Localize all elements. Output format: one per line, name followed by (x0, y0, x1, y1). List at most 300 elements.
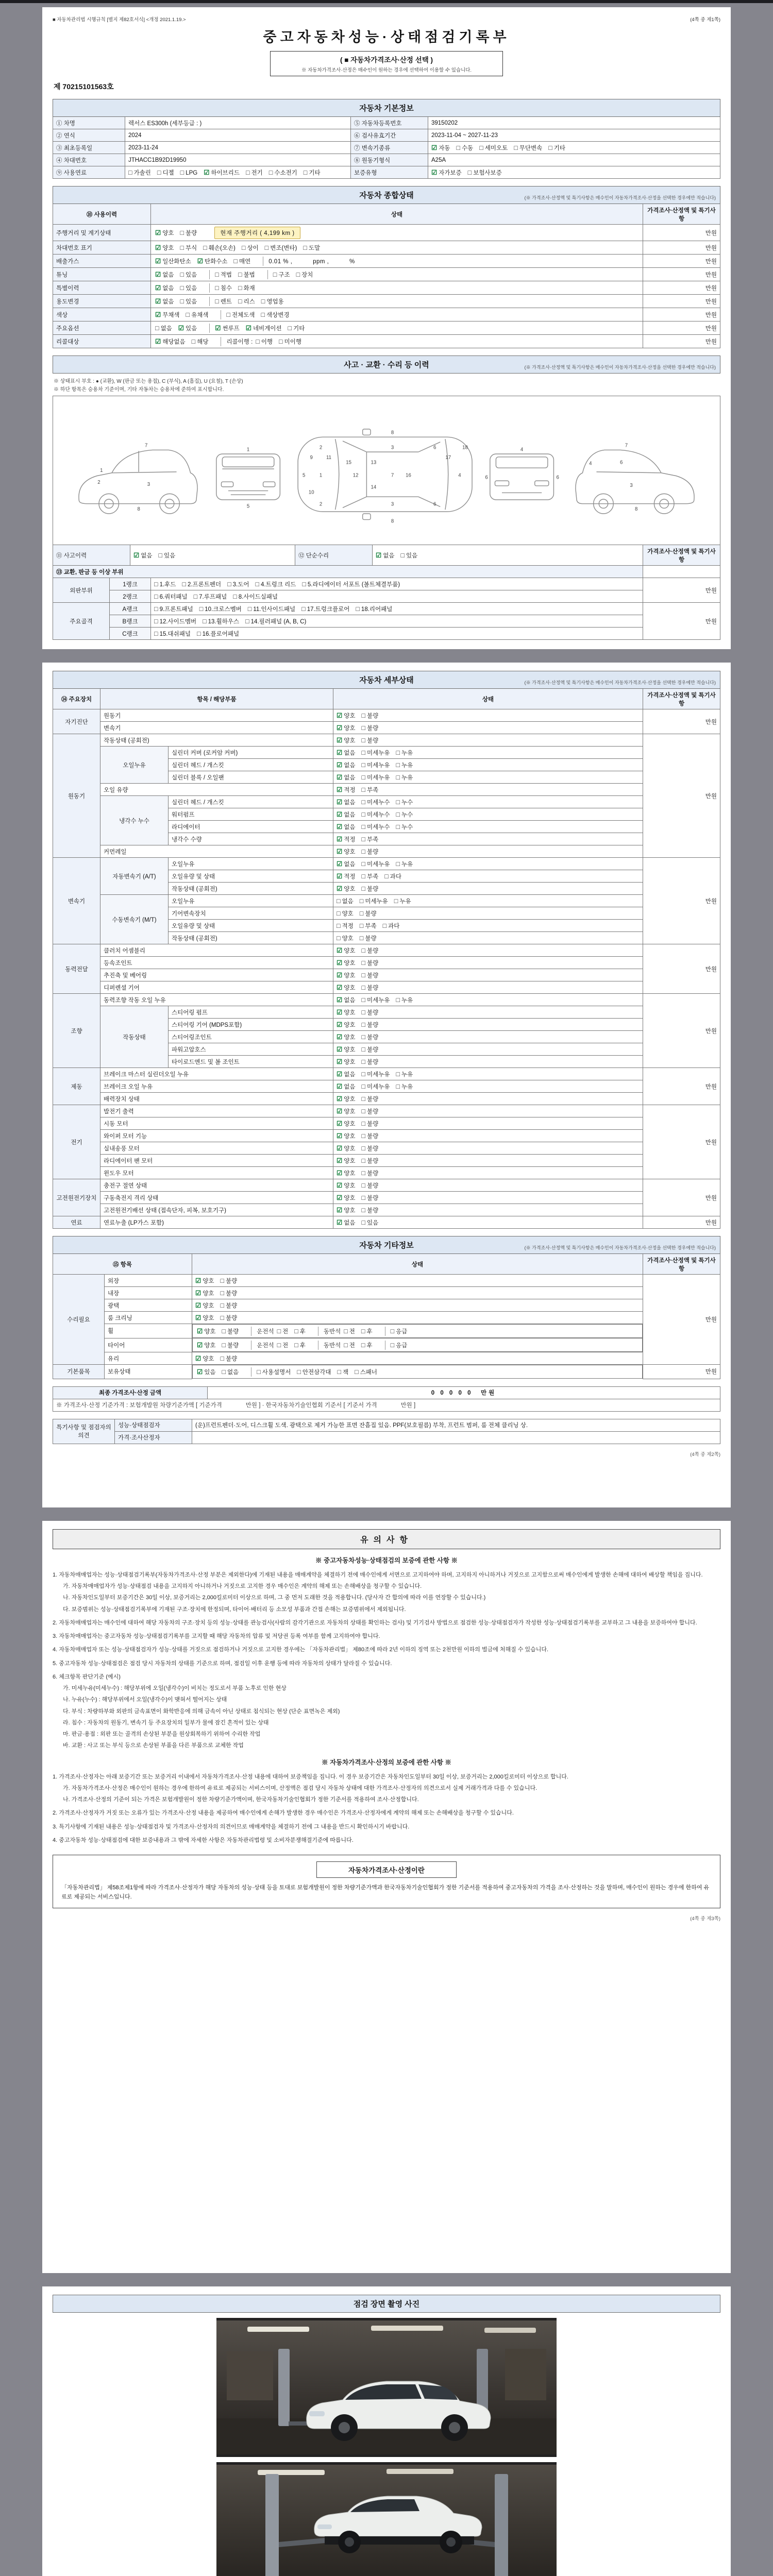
checked-box-icon: ☑ (337, 1157, 343, 1164)
device-subgroup-label: 냉각수 누수 (100, 796, 169, 845)
price-estimate: 만원 (643, 295, 720, 308)
device-state (333, 883, 643, 895)
page-marker-3: (4쪽 중 제3쪽) (690, 1916, 720, 1922)
checked-box-icon: ☑ (197, 1327, 203, 1335)
empty-box-icon: □ (361, 749, 365, 756)
state-subcell (154, 297, 209, 306)
svg-text:18: 18 (462, 445, 468, 451)
device-state (192, 1275, 643, 1287)
condition-state-cells (154, 283, 640, 293)
condition-state-cells (154, 324, 640, 333)
checkbox-option: ☑ 있음 (178, 324, 197, 332)
device-item-label: 동력조향 작동 오일 누유 (100, 994, 333, 1006)
checked-box-icon: ☑ (337, 848, 343, 855)
device-state (192, 1287, 643, 1299)
checked-box-icon: ☑ (204, 168, 210, 176)
rank-row (53, 603, 720, 615)
checked-box-icon: ☑ (337, 1194, 343, 1201)
checkbox-option: □ 도말 (303, 244, 321, 251)
section-inspection-photos-title: 점검 장면 촬영 사진 (353, 2300, 420, 2309)
svg-text:6: 6 (485, 474, 488, 481)
device-item-label: 작동상태 (공회전) (100, 734, 333, 747)
accident-status-row (53, 545, 720, 566)
section-accident-history-title: 사고 · 교환 · 수리 등 이력 (344, 361, 429, 369)
device-state (333, 858, 643, 870)
checkbox-option: □ 불법 (238, 270, 255, 278)
checkbox-option: □ 매연 (233, 257, 251, 265)
final-price-label: 최종 가격조사·산정 금액 (53, 1386, 208, 1399)
checked-box-icon: ☑ (337, 984, 343, 991)
device-row (53, 1204, 720, 1216)
device-row (53, 1179, 720, 1192)
notice-line: 4. 중고자동차 성능·상태점검에 대한 보증내용과 그 밖에 자세한 사항은 자동차관리법령 및 소비자분쟁해결기준에 따릅니다. (53, 1837, 354, 1843)
checked-box-icon: ☑ (155, 311, 161, 318)
extra-header-row (53, 1254, 720, 1275)
rankC-checkgroup (154, 630, 640, 638)
device-state (333, 1179, 643, 1192)
checked-box-icon: ☑ (155, 229, 161, 236)
state-subcell (267, 270, 326, 279)
photo-car-on-lift-low (216, 2318, 557, 2457)
rank1-parts (151, 578, 643, 590)
checkbox-option: □ 후 (294, 1341, 306, 1349)
empty-box-icon: □ (361, 860, 365, 868)
form-topline (53, 15, 720, 23)
device-row (53, 1338, 720, 1352)
checked-box-icon: ☑ (195, 1354, 201, 1362)
device-state (333, 1204, 643, 1216)
checked-box-icon: ☑ (215, 324, 221, 332)
device-state (192, 1352, 643, 1365)
checked-box-icon: ☑ (337, 885, 343, 892)
checkbox-option: □ 불량 (361, 1058, 379, 1065)
field-text: A25A (431, 157, 446, 163)
device-row (53, 957, 720, 969)
checkbox-option: ☑ 양호 (337, 1181, 356, 1189)
car-outline-views (56, 398, 717, 543)
rank-row (53, 615, 720, 628)
empty-box-icon: □ (396, 823, 400, 831)
device-row (53, 969, 720, 981)
notice-line: 6. 체크항목 판단기준 (예시) (53, 1673, 121, 1680)
device-state (333, 709, 643, 722)
checkbox-option: □ 사용설명서 (257, 1368, 291, 1376)
device-row (53, 784, 720, 796)
device-row (53, 1068, 720, 1080)
price-estimate: 만원 (643, 994, 720, 1068)
checked-box-icon: ☑ (337, 1021, 343, 1028)
notice-line: 가. 미세누유(미세누수) : 해당부위에 오일(냉각수)이 비치는 정도로서 부품 노후로 인한 현상 (63, 1685, 287, 1692)
checked-box-icon: ☑ (337, 1033, 343, 1041)
price-appraiser-label: 가격·조사산정자 (115, 1431, 192, 1444)
section-overall-condition-title: 자동차 종합상태 (359, 191, 414, 200)
checkbox-option: ☑ 양호 (337, 959, 356, 967)
checkbox-option: ☑ 양호 (337, 1033, 356, 1041)
empty-box-icon: □ (361, 1132, 365, 1140)
final-price-unit: 만원 (481, 1390, 497, 1396)
checkbox-option: ☑ 양호 (337, 711, 356, 719)
device-row (53, 1093, 720, 1105)
checkbox-option: □ 불량 (359, 909, 377, 917)
checkbox-option: ☑ 양호 (337, 848, 356, 855)
price-survey-select-box (270, 51, 503, 76)
device-row (53, 1352, 720, 1365)
overall-condition-row (53, 268, 720, 281)
checkbox-option: □ 과다 (382, 922, 400, 929)
field-value (428, 154, 720, 166)
page-4 (42, 2286, 731, 2576)
checked-box-icon: ☑ (337, 1181, 343, 1189)
overall-condition-row (53, 281, 720, 295)
checkbox-option: □ 부족 (361, 786, 379, 793)
checkbox-option: ☑ 없음 (155, 284, 174, 292)
empty-box-icon: □ (157, 168, 161, 176)
checkbox-option: □ 무단변속 (514, 144, 543, 151)
checked-box-icon: ☑ (337, 798, 343, 806)
final-price-row (53, 1386, 720, 1399)
checked-box-icon: ☑ (197, 1341, 203, 1349)
device-item-label: 내장 (105, 1287, 192, 1299)
empty-box-icon: □ (361, 823, 365, 831)
empty-box-icon: □ (180, 270, 184, 278)
checkbox-option: ☑ 없음 (376, 551, 395, 559)
detail-header-row (53, 689, 720, 709)
checkbox-option: □ 불량 (220, 1289, 238, 1297)
empty-box-icon: □ (361, 885, 365, 892)
checkbox-option: ☑ 양호 (195, 1314, 214, 1321)
checkbox-option: ☑ 양호 (337, 1008, 356, 1016)
empty-box-icon: □ (294, 1327, 298, 1335)
field-value (125, 154, 351, 166)
field-label: ② 연식 (53, 129, 125, 142)
rankC-label: C랭크 (110, 628, 151, 640)
overall-condition-table (53, 204, 720, 348)
device-item-label: 실린더 헤드 / 개스킷 (169, 796, 333, 808)
empty-box-icon: □ (288, 324, 292, 332)
condition-state (151, 255, 643, 268)
column-usage-history: ⑩ 사용이력 (53, 204, 151, 225)
empty-box-icon: □ (361, 1169, 365, 1177)
field-label: ⑨ 사용연료 (53, 166, 125, 179)
checkbox-option: □ 전 (344, 1341, 355, 1349)
page-3 (42, 1521, 731, 2273)
checkbox-option: □ 수소전기 (268, 168, 297, 176)
checkbox-option: □ 미세누유 (359, 897, 388, 905)
device-state (333, 845, 643, 858)
device-row (53, 1324, 720, 1338)
empty-box-icon: □ (361, 1070, 365, 1078)
device-state (333, 1155, 643, 1167)
empty-box-icon: □ (197, 630, 201, 637)
checked-box-icon: ☑ (337, 773, 343, 781)
empty-box-icon: □ (344, 1327, 348, 1335)
checkbox-option: □ 양호 (337, 934, 354, 942)
empty-box-icon: □ (154, 592, 158, 600)
state-subcell (251, 1367, 390, 1377)
final-price-table (53, 1386, 720, 1412)
notice-line: ※ 자동차가격조사·산정의 보증에 관한 사항 ※ (322, 1758, 451, 1766)
field-value (428, 142, 720, 154)
rankB-parts (151, 615, 643, 628)
device-state (333, 994, 643, 1006)
basic-info-row (53, 117, 720, 129)
svg-text:3: 3 (147, 481, 150, 487)
checkbox-option: □ 2.프론트펜더 (182, 580, 222, 588)
page-2 (42, 663, 731, 1507)
device-item-label: 원동기 (100, 709, 333, 722)
final-price-basis: ※ 가격조사·산정 기준가격 : 보험개발원 차량기준가액 [ 기준가격 만원 ] · 한국자동차기술인협회 기준서 [ 기준서 가격 만원 ] (53, 1399, 720, 1411)
price-estimate: 만원 (643, 281, 720, 295)
checkbox-option: □ 응급 (390, 1341, 408, 1349)
empty-box-icon: □ (361, 761, 365, 769)
accident-status-table (53, 545, 720, 566)
condition-state (151, 321, 643, 335)
section-detail-condition-note: (※ 가격조사·산정액 및 특기사항은 매수인이 자동차가격조사·산정을 선택한 경우에만 적습니다) (524, 680, 716, 685)
checked-box-icon: ☑ (337, 835, 343, 843)
checked-box-icon: ☑ (337, 996, 343, 1004)
device-subgroup-label: 작동상태 (100, 1006, 169, 1068)
empty-box-icon: □ (361, 711, 365, 719)
device-item-label: 파워고압호스 (169, 1043, 333, 1056)
checkbox-option: □ 미이행 (279, 337, 301, 345)
rank1-label: 1랭크 (110, 578, 151, 590)
device-item-label: 실린더 블록 / 오일팬 (169, 771, 333, 784)
price-estimate: 만원 (643, 308, 720, 321)
state-subcell (318, 1341, 385, 1350)
checkbox-option: □ 불량 (361, 984, 379, 991)
checkbox-option: ☑ 양호 (337, 946, 356, 954)
checkbox-option: □ 있음 (361, 1218, 379, 1226)
empty-box-icon: □ (361, 848, 365, 855)
device-row (53, 796, 720, 808)
checkbox-option: □ 영업용 (261, 297, 284, 305)
device-state (333, 1019, 643, 1031)
notice-line: 나. 자동차인도일부터 보증기간은 30일 이상, 보증거리는 2,000킬로미터 이상으로 하며, 그 중 먼저 도래한 것을 적용합니다. (당사자 간 합의에 따라 이를 연장할 수 있습니다.) (63, 1595, 486, 1601)
checkbox-option: □ 불량 (361, 1095, 379, 1103)
condition-label: 색상 (53, 308, 151, 321)
subcell-prefix: 동반석 (323, 1342, 341, 1349)
svg-text:7: 7 (144, 443, 148, 449)
checkbox-option: □ 불량 (361, 1120, 379, 1127)
empty-box-icon: □ (337, 909, 341, 917)
checkbox-option: □ 침수 (215, 284, 232, 292)
device-state (333, 957, 643, 969)
empty-box-icon: □ (261, 297, 265, 305)
checkbox-option: ☑ 자가보증 (431, 168, 462, 176)
empty-box-icon: □ (186, 311, 190, 318)
state-subcell (385, 1327, 420, 1336)
checkbox-option: □ 불량 (361, 1021, 379, 1028)
device-state (333, 969, 643, 981)
checked-box-icon: ☑ (337, 1107, 343, 1115)
checked-box-icon: ☑ (155, 244, 161, 251)
device-item-label: 스티어링조인트 (169, 1031, 333, 1043)
state-subcell (154, 270, 209, 279)
device-row (53, 1216, 720, 1229)
checkbox-option: □ 불량 (222, 1341, 239, 1349)
empty-box-icon: □ (233, 257, 238, 265)
checkbox-option: □ 불량 (361, 1194, 379, 1201)
svg-text:3: 3 (391, 445, 394, 451)
empty-box-icon: □ (479, 144, 483, 151)
device-item-label: 워터펌프 (169, 808, 333, 821)
device-item-label: 오일유량 및 상태 (169, 870, 333, 883)
checkbox-option: □ 18.리어패널 (356, 605, 393, 613)
checked-box-icon: ☑ (337, 1132, 343, 1140)
checkbox-option: □ 불량 (361, 848, 379, 855)
checkbox-option: □ 적정 (337, 922, 354, 929)
device-row (53, 1105, 720, 1117)
checkbox-option: □ 9.프론트패널 (154, 605, 193, 613)
checked-box-icon: ☑ (197, 1368, 203, 1376)
empty-box-icon: □ (277, 1327, 281, 1335)
device-group-label: 전기 (53, 1105, 100, 1179)
checkbox-option: □ 있음 (180, 270, 197, 278)
notice-line: 5. 중고자동차 성능·상태점검은 점검 당시 자동차의 상태를 기준으로 하며, 점검일 이후 운행 등에 따라 자동차의 상태가 달라질 수 있습니다. (53, 1660, 392, 1667)
overall-condition-row (53, 295, 720, 308)
checkbox-option: □ 유채색 (186, 311, 209, 318)
state-subcell (154, 310, 221, 319)
device-state (192, 1324, 643, 1338)
notice-line: 1. 가격조사·산정자는 아래 보증기간 또는 보증거리 이내에서 자동차가격조사·산정 내용에 대하여 보증책임을 집니다. 이 경우 보증기간은 자동차인도일부터 30일 이상, 보증거리는 2,000킬로미터 이상으로 합니다. (53, 1773, 568, 1780)
svg-text:3: 3 (630, 482, 633, 488)
field-value (428, 117, 720, 129)
notice-line: 4. 자동차매매업자 또는 성능·상태점검자가 성능·상태를 거짓으로 점검하거나 거짓으로 고지한 경우에는 「자동차관리법」 제80조에 따라 2년 이하의 징역 또는 2천만원 이하의 벌금에 처해질 수 있습니다. (53, 1647, 549, 1653)
detail-condition-table (53, 688, 720, 1229)
device-row (53, 1167, 720, 1179)
field-value (428, 129, 720, 142)
checkbox-option: ☑ 양호 (195, 1301, 214, 1309)
checkbox-option: □ 3.도어 (227, 580, 249, 588)
device-row (53, 722, 720, 734)
checkbox-option: ☑ 썬루프 (215, 324, 240, 332)
empty-box-icon: □ (361, 1107, 365, 1115)
checkbox-option: ☑ 적정 (337, 786, 356, 793)
checkbox-option: □ 화재 (238, 284, 255, 292)
device-item-label: 휠 (105, 1324, 192, 1338)
accident-history-checkgroup (133, 551, 292, 560)
svg-text:1: 1 (246, 447, 250, 453)
document-title: 중고자동차성능·상태점검기록부 (263, 29, 510, 45)
device-row (53, 1275, 720, 1287)
state-subcell (209, 283, 267, 293)
empty-box-icon: □ (359, 922, 364, 929)
checkbox-option: □ 있음 (158, 551, 176, 559)
condition-label: 리콜대상 (53, 335, 151, 348)
overall-condition-row (53, 225, 720, 241)
state-subcell (318, 1327, 385, 1336)
checkbox-option: □ 불량 (361, 946, 379, 954)
device-state (333, 808, 643, 821)
extra-info-body (53, 1275, 720, 1379)
device-state (333, 734, 643, 747)
section-overall-condition (53, 186, 720, 204)
device-state (333, 833, 643, 845)
device-item-label: 시동 모터 (100, 1117, 333, 1130)
checked-box-icon: ☑ (337, 786, 343, 793)
checkbox-option: ☑ 양호 (337, 1144, 356, 1152)
notice-line: 가. 자동차매매업자가 성능·상태점검 내용을 고지하지 아니하거나 거짓으로 고지한 경우 매수인은 계약의 해제 또는 손해배상을 청구할 수 있습니다. (63, 1583, 422, 1590)
inspection-photo-1 (216, 2318, 557, 2457)
empty-box-icon: □ (400, 551, 405, 559)
state-subcell (251, 1341, 318, 1350)
device-row (53, 1117, 720, 1130)
checkbox-option: ☑ 양호 (197, 1341, 216, 1349)
device-row (53, 895, 720, 907)
checked-box-icon: ☑ (337, 724, 343, 732)
checkbox-option: ☑ 양호 (197, 1327, 216, 1335)
device-row (53, 1365, 720, 1379)
device-item-label: 추진축 및 베어링 (100, 969, 333, 981)
notice-title: 유의사항 (53, 1529, 720, 1549)
overall-condition-row (53, 255, 720, 268)
empty-box-icon: □ (361, 810, 365, 818)
empty-box-icon: □ (154, 605, 158, 613)
svg-text:2: 2 (319, 501, 323, 507)
condition-state (151, 281, 643, 295)
device-item-label: 오일누유 (169, 895, 333, 907)
checkbox-option: ☑ 양호 (337, 1058, 356, 1065)
price-estimate: 만원 (643, 335, 720, 348)
section-extra-info (53, 1236, 720, 1254)
checked-box-icon: ☑ (337, 1206, 343, 1214)
checked-box-icon: ☑ (337, 1008, 343, 1016)
field-value (125, 129, 351, 142)
checkbox-option: ☑ 없음 (337, 1082, 356, 1090)
device-item-label: 배력장치 상태 (100, 1093, 333, 1105)
checked-box-icon: ☑ (155, 257, 161, 265)
device-row (53, 1006, 720, 1019)
exchange-label: ⑬ 교환, 판금 등 이상 부위 (53, 566, 643, 578)
state-subcell (154, 243, 332, 252)
empty-box-icon: □ (361, 798, 365, 806)
checkbox-option: □ 불량 (361, 1045, 379, 1053)
empty-box-icon: □ (220, 1289, 225, 1297)
checkbox-option: ☑ 양호 (155, 244, 174, 251)
checkbox-option: □ 상이 (241, 244, 259, 251)
checked-box-icon: ☑ (337, 810, 343, 818)
field-text: JTHACC1B92D19950 (128, 157, 187, 163)
checkbox-option: ☑ 양호 (195, 1277, 214, 1284)
empty-box-icon: □ (180, 229, 184, 236)
condition-label: 특별이력 (53, 281, 151, 295)
condition-state-cells (154, 310, 640, 319)
frame-group-label: 주요골격 (53, 603, 110, 640)
empty-box-icon: □ (238, 297, 242, 305)
empty-box-icon: □ (359, 897, 364, 905)
field-value (125, 166, 351, 179)
photo-car-on-lift-high (216, 2462, 557, 2576)
device-item-label: 타이어 (105, 1338, 192, 1352)
device-state (333, 1142, 643, 1155)
empty-box-icon: □ (361, 1144, 365, 1152)
field-checkgroup (128, 170, 327, 176)
price-estimate: 만원 (643, 1179, 720, 1216)
empty-box-icon: □ (220, 1314, 225, 1321)
empty-box-icon: □ (382, 922, 387, 929)
device-group-label: 수리필요 (53, 1275, 105, 1365)
svg-text:4: 4 (520, 447, 524, 453)
device-row (53, 981, 720, 994)
price-estimate: 만원 (643, 1275, 720, 1365)
field-label: ⑥ 검사유효기간 (351, 129, 428, 142)
checkbox-option: □ 불량 (361, 1033, 379, 1041)
device-state (333, 796, 643, 808)
condition-label: 배출가스 (53, 255, 151, 268)
field-label: ⑤ 자동차등록번호 (351, 117, 428, 129)
checkbox-option: ☑ 양호 (337, 1206, 356, 1214)
empty-box-icon: □ (361, 1045, 365, 1053)
